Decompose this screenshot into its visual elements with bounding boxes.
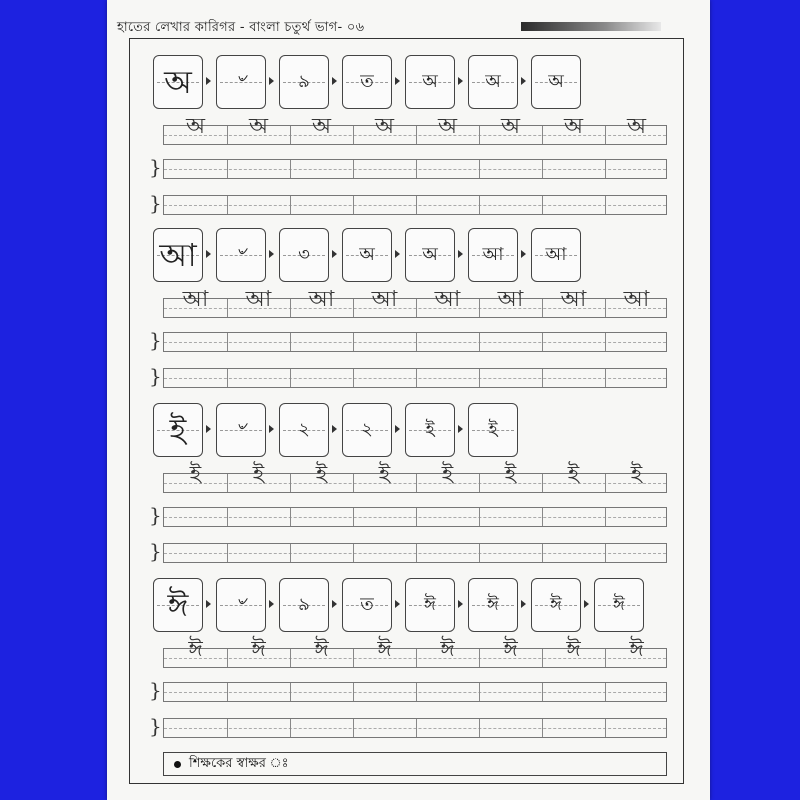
trace-letter: অ <box>374 114 395 139</box>
next-step-arrow-icon <box>458 77 463 85</box>
cell-divider <box>290 683 291 701</box>
stroke-glyph: ত <box>360 71 374 92</box>
stroke-step-box <box>468 55 518 109</box>
trace-letter: আ <box>308 287 335 312</box>
stroke-step-box <box>405 55 455 109</box>
cell-divider <box>542 369 543 387</box>
cell-divider <box>290 544 291 562</box>
main-letter-box <box>153 578 203 632</box>
stroke-glyph: অ <box>164 63 192 101</box>
practice-row[interactable] <box>163 368 667 388</box>
stroke-glyph: ঈ <box>424 594 436 615</box>
trace-letter: আ <box>371 287 398 312</box>
next-step-arrow-icon <box>395 425 400 433</box>
cell-divider <box>353 683 354 701</box>
cell-divider <box>290 160 291 178</box>
stroke-glyph: অ <box>422 71 438 92</box>
cell-divider <box>479 369 480 387</box>
practice-row[interactable] <box>163 507 667 527</box>
cell-divider <box>542 333 543 351</box>
main-letter-box <box>153 228 203 282</box>
cell-divider <box>605 333 606 351</box>
stroke-glyph: ই <box>425 419 435 440</box>
stroke-step-box <box>342 578 392 632</box>
stroke-glyph: ৯ <box>298 594 310 615</box>
cell-divider <box>416 508 417 526</box>
stroke-glyph: ঈ <box>613 594 625 615</box>
stroke-step-box <box>594 578 644 632</box>
practice-row[interactable] <box>163 682 667 702</box>
next-step-arrow-icon <box>206 600 211 608</box>
trace-letter: ঈ <box>503 637 518 662</box>
trace-letter: অ <box>248 114 269 139</box>
cell-divider <box>290 719 291 737</box>
stroke-step-box <box>342 228 392 282</box>
cell-divider <box>605 719 606 737</box>
stroke-step-box <box>342 55 392 109</box>
next-step-arrow-icon <box>269 77 274 85</box>
row-marker-icon: } <box>149 364 162 388</box>
cell-divider <box>227 196 228 214</box>
trace-letter: আ <box>560 287 587 312</box>
stroke-glyph: ২ <box>361 419 373 440</box>
row-marker-icon: } <box>149 678 162 702</box>
stroke-step-box <box>468 403 518 457</box>
main-letter-box <box>153 55 203 109</box>
trace-letter: ই <box>630 462 643 487</box>
trace-letter: ঈ <box>251 637 266 662</box>
next-step-arrow-icon <box>458 600 463 608</box>
next-step-arrow-icon <box>206 77 211 85</box>
next-step-arrow-icon <box>458 250 463 258</box>
next-step-arrow-icon <box>395 77 400 85</box>
worksheet-page <box>107 0 710 800</box>
cell-divider <box>227 160 228 178</box>
stroke-step-box <box>405 228 455 282</box>
cell-divider <box>227 683 228 701</box>
trace-letter: আ <box>623 287 650 312</box>
trace-letter: আ <box>434 287 461 312</box>
next-step-arrow-icon <box>395 600 400 608</box>
row-marker-icon: } <box>149 503 162 527</box>
cell-divider <box>353 719 354 737</box>
signature-label: শিক্ষকের স্বাক্ষর ঃ <box>189 755 289 771</box>
row-marker-icon: } <box>149 539 162 563</box>
cell-divider <box>479 160 480 178</box>
main-letter-box <box>153 403 203 457</box>
cell-divider <box>290 196 291 214</box>
cell-divider <box>605 508 606 526</box>
next-step-arrow-icon <box>584 600 589 608</box>
stroke-glyph: ৩ <box>298 244 310 265</box>
cell-divider <box>290 333 291 351</box>
trace-letter: আ <box>245 287 272 312</box>
row-marker-icon: } <box>149 155 162 179</box>
cell-divider <box>542 544 543 562</box>
trace-letter: ঈ <box>377 637 392 662</box>
cell-divider <box>542 683 543 701</box>
cell-divider <box>227 719 228 737</box>
stroke-step-box <box>468 578 518 632</box>
trace-letter: ঈ <box>566 637 581 662</box>
stroke-glyph: ঈ <box>167 586 189 624</box>
cell-divider <box>479 196 480 214</box>
trace-letter: অ <box>563 114 584 139</box>
cell-divider <box>479 508 480 526</box>
stroke-step-box <box>531 55 581 109</box>
cell-divider <box>605 683 606 701</box>
cell-divider <box>542 196 543 214</box>
stroke-step-box <box>468 228 518 282</box>
tracing-row <box>163 287 667 318</box>
trace-letter: আ <box>497 287 524 312</box>
trace-letter: অ <box>311 114 332 139</box>
stroke-step-box <box>279 578 329 632</box>
trace-letter: অ <box>626 114 647 139</box>
cell-divider <box>416 160 417 178</box>
trace-letter: ই <box>504 462 517 487</box>
next-step-arrow-icon <box>521 250 526 258</box>
stroke-step-box <box>531 578 581 632</box>
cell-divider <box>416 333 417 351</box>
practice-row[interactable] <box>163 195 667 215</box>
stroke-glyph: ৺ <box>235 419 247 440</box>
stroke-step-box <box>216 228 266 282</box>
stroke-step-box <box>279 403 329 457</box>
stroke-order-row <box>153 55 713 111</box>
trace-letter: আ <box>182 287 209 312</box>
practice-row[interactable] <box>163 332 667 352</box>
cell-divider <box>542 160 543 178</box>
cell-divider <box>416 719 417 737</box>
next-step-arrow-icon <box>521 77 526 85</box>
cell-divider <box>227 508 228 526</box>
cell-divider <box>290 369 291 387</box>
cell-divider <box>353 369 354 387</box>
teacher-signature-box <box>163 752 667 776</box>
practice-row[interactable] <box>163 543 667 563</box>
row-marker-icon: } <box>149 328 162 352</box>
trace-letter: অ <box>437 114 458 139</box>
stroke-step-box <box>216 55 266 109</box>
tracing-row <box>163 637 667 668</box>
cell-divider <box>353 333 354 351</box>
stroke-step-box <box>216 578 266 632</box>
stroke-step-box <box>531 228 581 282</box>
stroke-step-box <box>279 55 329 109</box>
cell-divider <box>605 196 606 214</box>
cell-divider <box>479 333 480 351</box>
trace-letter: ই <box>567 462 580 487</box>
next-step-arrow-icon <box>332 425 337 433</box>
stroke-glyph: ঈ <box>487 594 499 615</box>
stroke-order-row <box>153 578 713 634</box>
next-step-arrow-icon <box>332 77 337 85</box>
stroke-glyph: আ <box>482 244 504 265</box>
row-marker-icon: } <box>149 714 162 738</box>
trace-letter: অ <box>500 114 521 139</box>
stroke-glyph: অ <box>485 71 501 92</box>
next-step-arrow-icon <box>206 250 211 258</box>
stroke-glyph: আ <box>545 244 567 265</box>
cell-divider <box>416 369 417 387</box>
stroke-glyph: ৺ <box>235 71 247 92</box>
cell-divider <box>479 719 480 737</box>
next-step-arrow-icon <box>395 250 400 258</box>
tracing-row <box>163 462 667 493</box>
stroke-step-box <box>405 403 455 457</box>
stroke-glyph: ৺ <box>235 594 247 615</box>
cell-divider <box>227 544 228 562</box>
stroke-glyph: অ <box>548 71 564 92</box>
cell-divider <box>605 369 606 387</box>
next-step-arrow-icon <box>458 425 463 433</box>
trace-letter: ই <box>378 462 391 487</box>
cell-divider <box>353 508 354 526</box>
next-step-arrow-icon <box>269 250 274 258</box>
cell-divider <box>416 683 417 701</box>
trace-letter: ই <box>441 462 454 487</box>
cell-divider <box>605 160 606 178</box>
next-step-arrow-icon <box>332 250 337 258</box>
trace-letter: ঈ <box>188 637 203 662</box>
stroke-order-row <box>153 403 713 459</box>
next-step-arrow-icon <box>332 600 337 608</box>
stroke-step-box <box>279 228 329 282</box>
stroke-glyph: ঈ <box>550 594 562 615</box>
cell-divider <box>479 544 480 562</box>
next-step-arrow-icon <box>206 425 211 433</box>
trace-letter: ই <box>189 462 202 487</box>
cell-divider <box>353 160 354 178</box>
stroke-step-box <box>342 403 392 457</box>
stroke-order-row <box>153 228 713 284</box>
bullet-icon <box>174 761 181 768</box>
trace-letter: ঈ <box>440 637 455 662</box>
next-step-arrow-icon <box>521 600 526 608</box>
cell-divider <box>227 369 228 387</box>
tracing-row <box>163 114 667 145</box>
practice-row[interactable] <box>163 718 667 738</box>
trace-letter: ই <box>315 462 328 487</box>
cell-divider <box>416 544 417 562</box>
trace-letter: ঈ <box>629 637 644 662</box>
trace-letter: ই <box>252 462 265 487</box>
trace-letter: অ <box>185 114 206 139</box>
cell-divider <box>479 683 480 701</box>
trace-letter: ঈ <box>314 637 329 662</box>
stroke-glyph: অ <box>359 244 375 265</box>
stroke-glyph: ৯ <box>298 71 310 92</box>
cell-divider <box>416 196 417 214</box>
cell-divider <box>542 719 543 737</box>
stroke-glyph: ৺ <box>235 244 247 265</box>
row-marker-icon: } <box>149 191 162 215</box>
stroke-glyph: ২ <box>298 419 310 440</box>
practice-row[interactable] <box>163 159 667 179</box>
header-gradient-bar <box>521 22 661 31</box>
stroke-glyph: অ <box>422 244 438 265</box>
stroke-glyph: ই <box>488 419 498 440</box>
cell-divider <box>290 508 291 526</box>
cell-divider <box>605 544 606 562</box>
cell-divider <box>542 508 543 526</box>
stroke-glyph: আ <box>159 236 197 274</box>
cell-divider <box>353 544 354 562</box>
page-title: হাতের লেখার কারিগর - বাংলা চতুর্থ ভাগ- ০৬ <box>117 20 365 35</box>
next-step-arrow-icon <box>269 600 274 608</box>
stroke-glyph: ই <box>169 411 187 449</box>
stroke-glyph: ত <box>360 594 374 615</box>
stroke-step-box <box>405 578 455 632</box>
stroke-step-box <box>216 403 266 457</box>
cell-divider <box>353 196 354 214</box>
next-step-arrow-icon <box>269 425 274 433</box>
cell-divider <box>227 333 228 351</box>
